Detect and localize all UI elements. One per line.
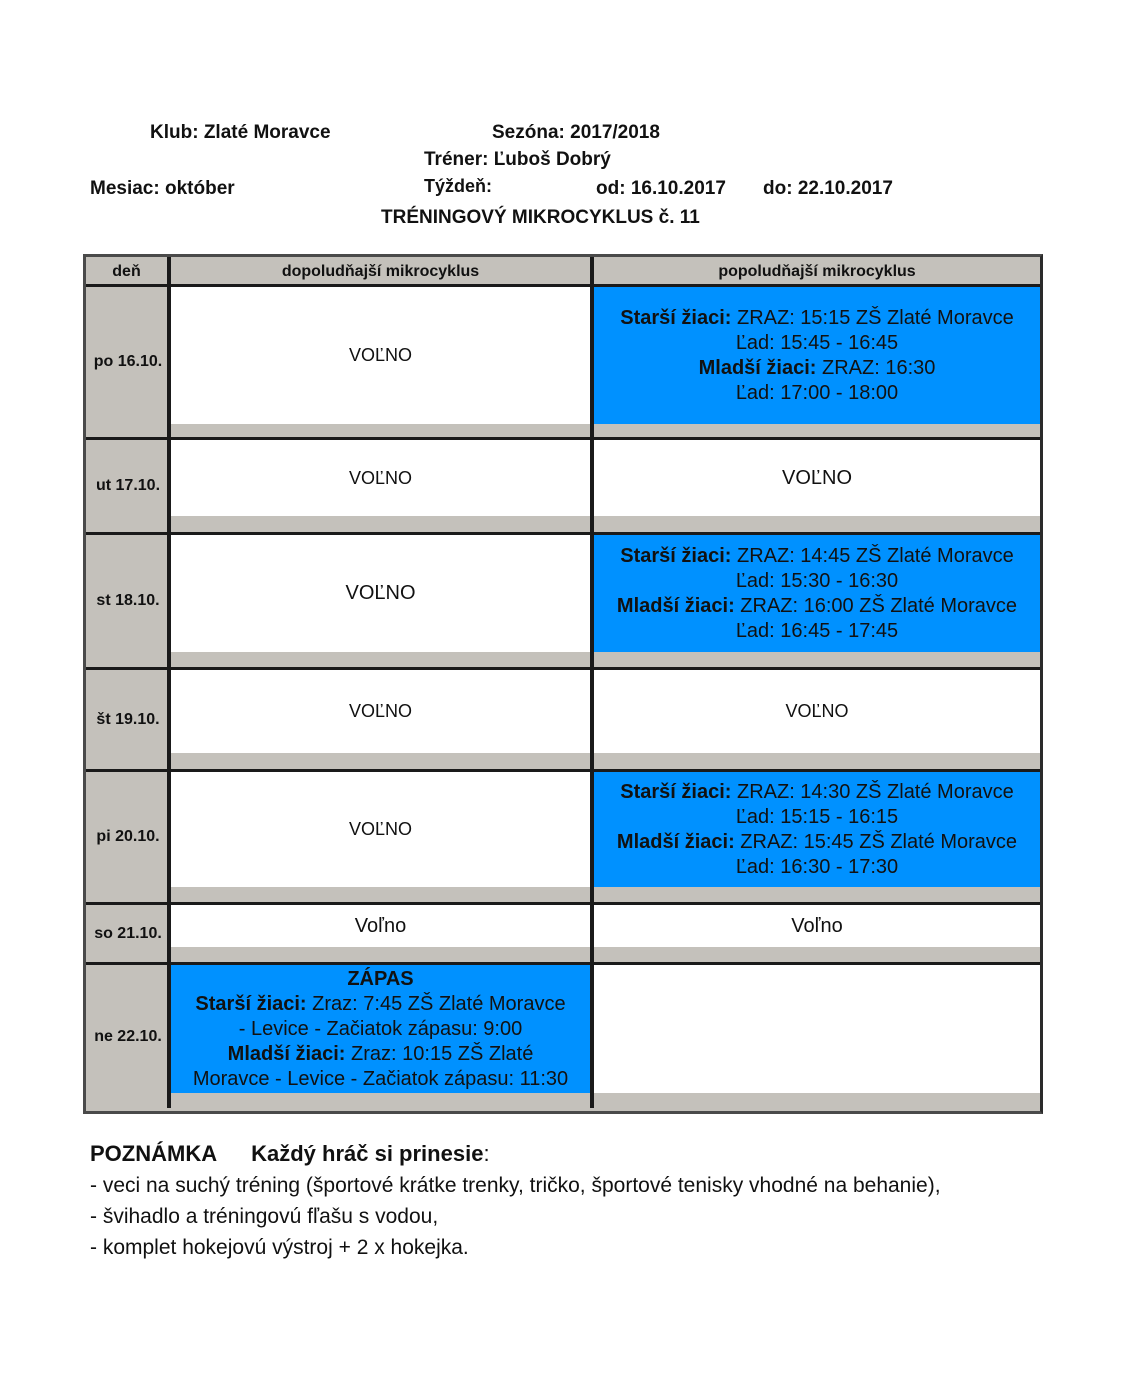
training-line: Starší žiaci: ZRAZ: 14:45 ZŠ Zlaté Moravce [620, 544, 1014, 567]
day-label: št 19.10. [96, 710, 160, 728]
match-title: ZÁPAS [347, 967, 414, 990]
training-line: Starší žiaci: ZRAZ: 15:15 ZŠ Zlaté Moravce [620, 306, 1014, 329]
ice-time: Ľad: 16:45 - 17:45 [735, 619, 899, 642]
ice-time: Ľad: 16:30 - 17:30 [735, 855, 899, 878]
morning-cell [171, 965, 590, 1093]
day-label: st 18.10. [96, 592, 160, 609]
col-header-morning: dopoludňajší mikrocyklus [281, 263, 480, 280]
col-header-afternoon: popoludňajší mikrocyklus [718, 263, 916, 280]
week-label: Týždeň: [424, 176, 493, 196]
col-header-day: deň [112, 263, 141, 280]
afternoon-cell [594, 965, 1040, 1093]
season-label: Sezóna: 2017/2018 [492, 122, 660, 143]
note-label: POZNÁMKA [90, 1141, 218, 1166]
morning-cell [171, 287, 590, 424]
afternoon-cell [594, 772, 1040, 887]
morning-text: VOĽNO [348, 701, 413, 721]
match-line: Mladší žiaci: Zraz: 10:15 ZŠ Zlaté [227, 1042, 534, 1065]
week-from: od: 16.10.2017 [596, 178, 726, 199]
ice-time: Ľad: 17:00 - 18:00 [735, 381, 899, 404]
afternoon-cell [594, 535, 1040, 652]
note-section [90, 1138, 1050, 1263]
morning-text: Voľno [354, 914, 407, 937]
match-line: Starší žiaci: Zraz: 7:45 ZŠ Zlaté Moravce [195, 992, 566, 1015]
day-label: so 21.10. [94, 924, 162, 942]
afternoon-cell [594, 287, 1040, 424]
afternoon-cell [594, 440, 1040, 516]
coach-label: Tréner: Ľuboš Dobrý [424, 149, 611, 170]
month-label: Mesiac: október [90, 178, 235, 199]
day-label: po 16.10. [93, 353, 163, 370]
ice-time: Ľad: 15:45 - 16:45 [735, 331, 899, 354]
page-title: TRÉNINGOVÝ MIKROCYKLUS č. 11 [381, 207, 700, 228]
schedule-table [83, 254, 1043, 1114]
morning-cell [171, 670, 590, 753]
afternoon-text: Voľno [791, 914, 843, 937]
afternoon-cell [594, 670, 1040, 753]
morning-cell [171, 905, 590, 947]
day-label: pi 20.10. [96, 828, 160, 845]
match-line: Moravce - Levice - Začiatok zápasu: 11:30 [192, 1067, 569, 1090]
training-line: Mladší žiaci: ZRAZ: 16:30 [698, 356, 936, 379]
morning-cell [171, 772, 590, 887]
afternoon-text: VOĽNO [781, 466, 853, 489]
note-item: - švihadlo a tréningovú fľašu s vodou, [90, 1205, 439, 1228]
morning-text: VOĽNO [345, 582, 416, 604]
afternoon-cell [594, 905, 1040, 947]
ice-time: Ľad: 15:15 - 16:15 [735, 805, 899, 828]
club-label: Klub: Zlaté Moravce [150, 122, 331, 143]
afternoon-text: VOĽNO [785, 701, 849, 721]
morning-cell [171, 535, 590, 652]
note-item: - veci na suchý tréning (športové krátke trenky, tričko, športové tenisky vhodné na behanie), [90, 1174, 941, 1197]
morning-text: VOĽNO [348, 467, 413, 488]
note-title: Každý hráč si prinesie [251, 1141, 484, 1166]
day-label: ut 17.10. [95, 477, 161, 494]
note-item: - komplet hokejovú výstroj + 2 x hokejka. [90, 1236, 469, 1259]
note-heading: POZNÁMKA Každý hráč si prinesie: [90, 1141, 490, 1166]
ice-time: Ľad: 15:30 - 16:30 [735, 569, 899, 592]
morning-text: VOĽNO [348, 345, 413, 365]
training-line: Mladší žiaci: ZRAZ: 15:45 ZŠ Zlaté Moravce [616, 830, 1018, 853]
match-line: - Levice - Začiatok zápasu: 9:00 [238, 1017, 523, 1040]
day-label: ne 22.10. [94, 1027, 162, 1045]
morning-text: VOĽNO [348, 819, 413, 839]
training-line: Mladší žiaci: ZRAZ: 16:00 ZŠ Zlaté Moravce [616, 594, 1018, 617]
week-to: do: 22.10.2017 [763, 178, 893, 199]
morning-cell [171, 440, 590, 516]
training-line: Starší žiaci: ZRAZ: 14:30 ZŠ Zlaté Moravce [620, 780, 1014, 803]
